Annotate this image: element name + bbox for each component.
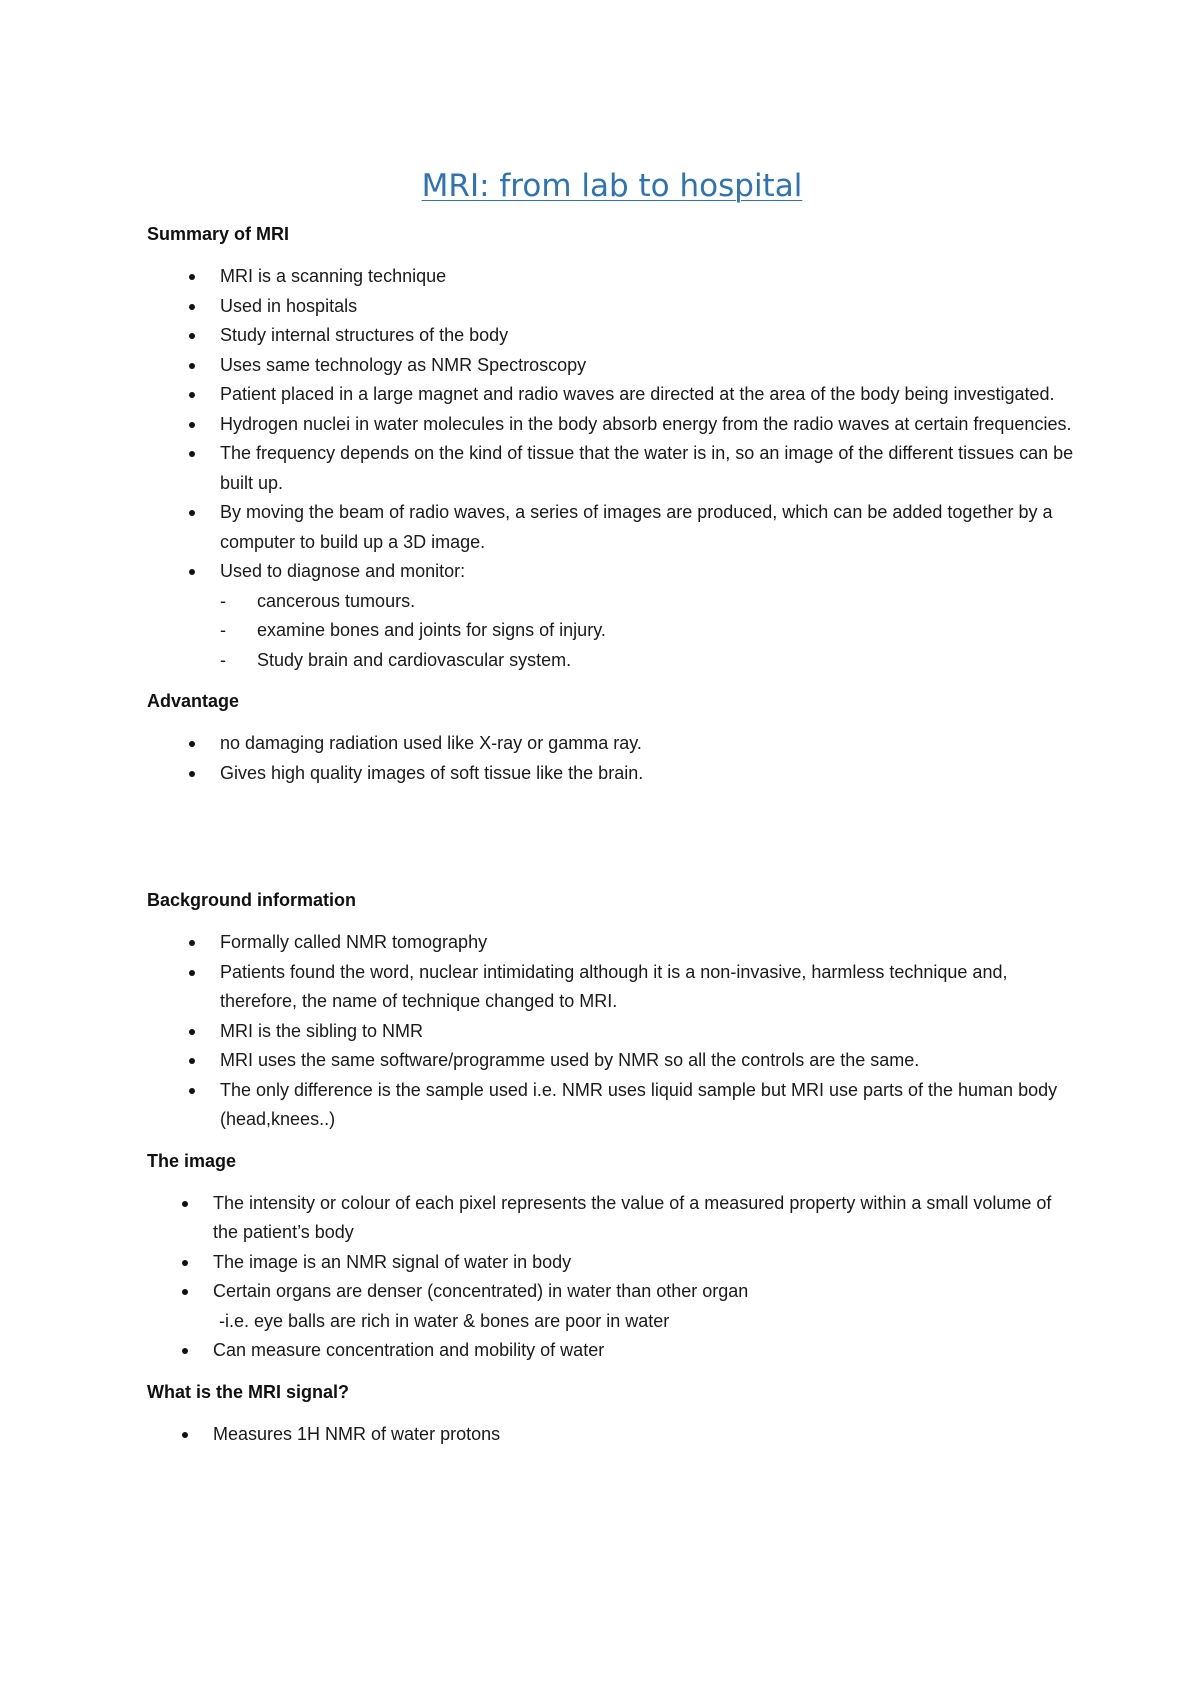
list-item-text: Hydrogen nuclei in water molecules in the body absorb energy from the radio waves at certain frequencies. — [220, 413, 1072, 434]
bullet-icon — [182, 1432, 188, 1438]
bullet-icon — [189, 569, 195, 575]
dash-marker: - — [220, 620, 226, 640]
list-item — [147, 1189, 1077, 1248]
signal-list — [147, 1420, 1077, 1450]
summary-heading: Summary of MRI — [147, 224, 290, 244]
list-item-text: The image is an NMR signal of water in body — [213, 1251, 572, 1272]
bullet-icon — [189, 741, 195, 747]
list-item-text: Certain organs are denser (concentrated) in water than other organ — [213, 1281, 749, 1301]
sub-list-item-text: Study brain and cardiovascular system. — [257, 649, 572, 670]
sub-list-item — [147, 587, 1077, 617]
bullet-icon — [189, 363, 195, 369]
bullet-icon — [189, 333, 195, 339]
list-item — [147, 1336, 1077, 1366]
bullet-icon — [182, 1201, 188, 1207]
list-item — [147, 928, 1077, 958]
bullet-icon — [189, 970, 195, 976]
list-item-text: Gives high quality images of soft tissue like the brain. — [220, 762, 644, 783]
bullet-icon — [189, 1088, 195, 1094]
background-list — [147, 928, 1077, 1135]
advantage-list — [147, 729, 1077, 788]
bullet-icon — [189, 304, 195, 310]
list-item — [147, 439, 1077, 498]
list-item-text: Patients found the word, nuclear intimidating although it is a non-invasive, harmless technique and, therefore, the name of technique changed to MRI. — [220, 961, 1008, 1011]
signal-heading: What is the MRI signal? — [147, 1381, 350, 1402]
image-heading: The image — [147, 1150, 237, 1171]
list-item — [147, 1248, 1077, 1278]
bullet-icon — [182, 1348, 188, 1354]
bullet-icon — [189, 392, 195, 398]
advantage-heading: Advantage — [147, 691, 240, 711]
list-item — [147, 380, 1077, 410]
list-item — [147, 351, 1077, 381]
list-item-text: MRI is the sibling to NMR — [220, 1020, 424, 1041]
list-item-text: no damaging radiation used like X-ray or gamma ray. — [220, 733, 642, 753]
list-item-text: Patient placed in a large magnet and radio waves are directed at the area of the body being investigated. — [220, 384, 1055, 404]
blank-space — [147, 802, 1077, 888]
bullet-icon — [189, 771, 195, 777]
bullet-icon — [189, 1058, 195, 1064]
document-content — [147, 168, 1077, 1463]
list-item-text: MRI is a scanning technique — [220, 266, 447, 286]
list-item — [147, 321, 1077, 351]
sub-list-item-text: cancerous tumours. — [257, 590, 416, 611]
list-item — [147, 292, 1077, 322]
background-heading: Background information — [147, 890, 357, 910]
list-item — [147, 1017, 1077, 1047]
list-item — [147, 1046, 1077, 1076]
list-item — [147, 1076, 1077, 1135]
sub-list-item — [147, 616, 1077, 646]
list-item — [147, 410, 1077, 440]
list-item-text: The intensity or colour of each pixel represents the value of a measured property within a small volume of the patient’s body — [213, 1192, 1052, 1242]
list-item-text: The only difference is the sample used i.e. NMR uses liquid sample but MRI use parts of the human body (head,knees..) — [220, 1079, 1058, 1129]
dash-marker: - — [220, 590, 226, 611]
image-note: -i.e. eye balls are rich in water & bones are poor in water — [219, 1310, 670, 1331]
list-item — [147, 262, 1077, 292]
bullet-icon — [189, 1029, 195, 1035]
list-item — [147, 1277, 1077, 1336]
image-list — [147, 1189, 1077, 1366]
bullet-icon — [189, 940, 195, 946]
list-item — [147, 759, 1077, 789]
list-item-text: Formally called NMR tomography — [220, 932, 488, 952]
list-item — [147, 958, 1077, 1017]
bullet-icon — [182, 1260, 188, 1266]
bullet-icon — [189, 274, 195, 280]
list-item-text: Used in hospitals — [220, 295, 358, 316]
sub-list-item-text: examine bones and joints for signs of injury. — [257, 620, 606, 640]
list-item-text: Study internal structures of the body — [220, 325, 509, 345]
diagnose-sublist — [147, 587, 1077, 676]
bullet-icon — [182, 1289, 188, 1295]
list-item-text: Can measure concentration and mobility of water — [213, 1340, 605, 1360]
bullet-icon — [189, 451, 195, 457]
list-item-text: Measures 1H NMR of water protons — [213, 1423, 501, 1444]
list-item-text: Uses same technology as NMR Spectroscopy — [220, 354, 587, 375]
list-item-text: The frequency depends on the kind of tissue that the water is in, so an image of the different tissues can be built up. — [220, 443, 1074, 493]
list-item-text: MRI uses the same software/programme used by NMR so all the controls are the same. — [220, 1050, 920, 1070]
dash-marker: - — [220, 649, 226, 670]
bullet-icon — [189, 422, 195, 428]
list-item-text: By moving the beam of radio waves, a series of images are produced, which can be added together by a computer to build up a 3D image. — [220, 502, 1053, 552]
list-item — [147, 557, 1077, 675]
list-item — [147, 498, 1077, 557]
document-title: MRI: from lab to hospital — [421, 168, 803, 204]
list-item — [147, 1420, 1077, 1450]
list-item — [147, 729, 1077, 759]
sub-list-item — [147, 646, 1077, 676]
list-item-text: Used to diagnose and monitor: — [220, 561, 466, 581]
bullet-icon — [189, 510, 195, 516]
summary-list — [147, 262, 1077, 675]
